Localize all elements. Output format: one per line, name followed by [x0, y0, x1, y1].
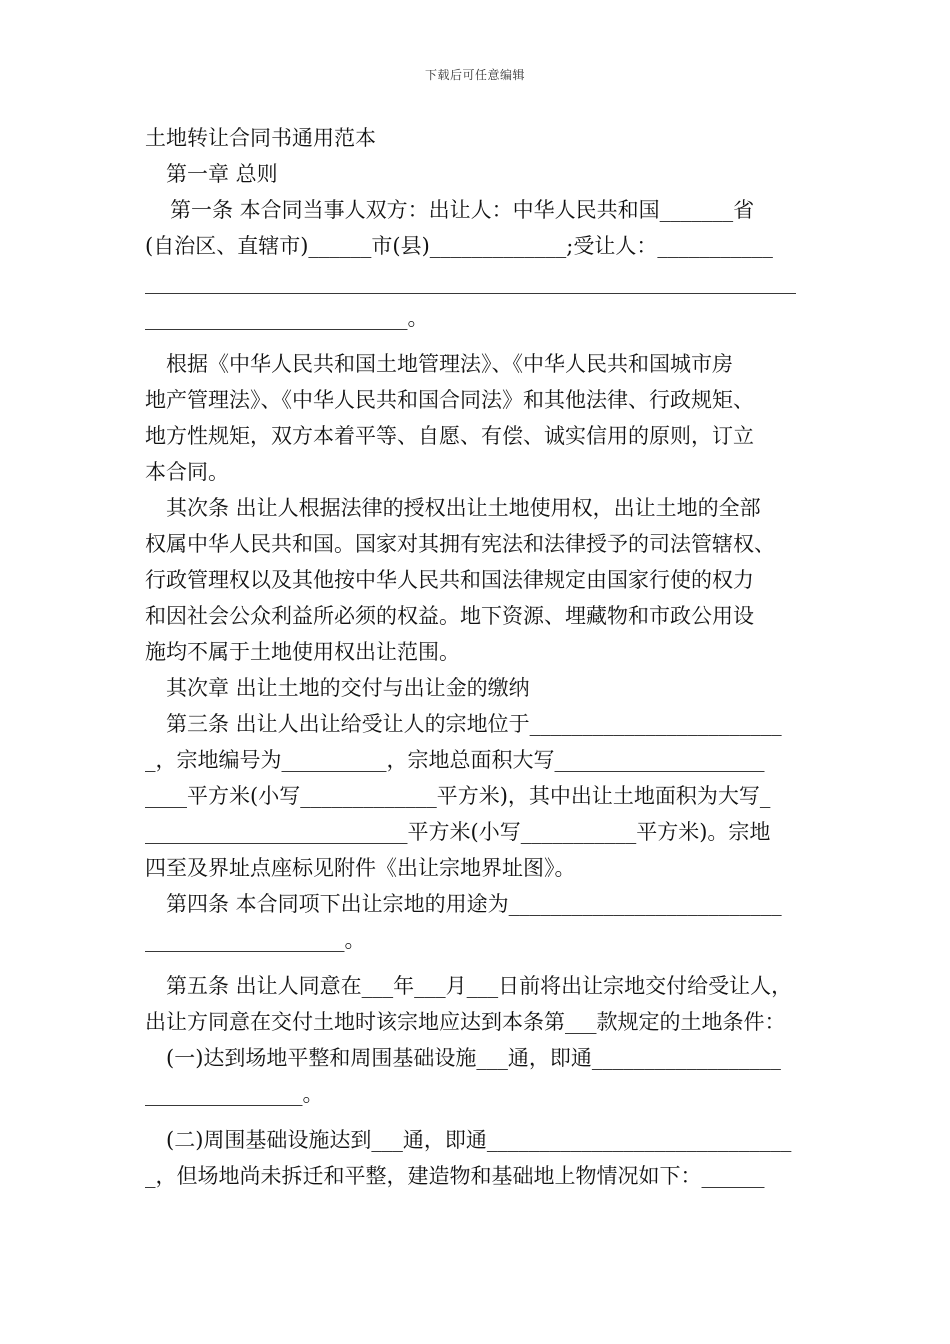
- paragraph-spacer: [145, 1112, 810, 1122]
- paragraph-line: 本合同。: [145, 460, 229, 484]
- article-line: 权属中华人民共和国。国家对其拥有宪法和法律授予的司法管辖权、: [145, 532, 775, 556]
- article-line: _________________________平方米(小写___________平方米)。宗地: [145, 820, 771, 844]
- article-line: _________________________。: [145, 306, 429, 330]
- article-line: 行政管理权以及其他按中华人民共和国法律规定由国家行使的权力: [145, 568, 754, 592]
- condition-line: _，但场地尚未拆迁和平整，建造物和基础地上物情况如下：______: [145, 1164, 765, 1188]
- condition-line: (二)周围基础设施达到___通，即通_____________________________: [166, 1128, 792, 1152]
- article-line: 第一条 本合同当事人双方：出让人：中华人民共和国_______省: [170, 198, 755, 222]
- article-line: 施均不属于土地使用权出让范围。: [145, 640, 460, 664]
- paragraph-line: 地产管理法》、《中华人民共和国合同法》和其他法律、行政规矩、: [145, 388, 754, 412]
- document-body: [145, 120, 810, 1194]
- article-line: 四至及界址点座标见附件《出让宗地界址图》。: [145, 856, 576, 880]
- chapter-heading: 第一章 总则: [166, 162, 278, 186]
- condition-line: _______________。: [145, 1082, 324, 1106]
- document-title: 土地转让合同书通用范本: [145, 126, 376, 150]
- article-line: (自治区、直辖市)______市(县)_____________;受让人：___________: [145, 234, 773, 258]
- article-line: 出让方同意在交付土地时该宗地应达到本条第___款规定的土地条件：: [145, 1010, 786, 1034]
- page-header: 下载后可任意编辑: [424, 68, 525, 82]
- paragraph-spacer: [145, 336, 810, 346]
- article-line: 第四条 本合同项下出让宗地的用途为__________________________: [166, 892, 782, 916]
- article-line: ___________________。: [145, 928, 366, 952]
- paragraph-line: 根据《中华人民共和国土地管理法》、《中华人民共和国城市房: [166, 352, 733, 376]
- article-line: 和因社会公众利益所必须的权益。地下资源、埋藏物和市政公用设: [145, 604, 754, 628]
- paragraph-line: 地方性规矩，双方本着平等、自愿、有偿、诚实信用的原则，订立: [145, 424, 754, 448]
- article-line: 其次条 出让人根据法律的授权出让土地使用权，出让土地的全部: [166, 496, 761, 520]
- article-line: ____平方米(小写_____________平方米)，其中出让土地面积为大写_: [145, 784, 771, 808]
- condition-line: (一)达到场地平整和周围基础设施___通，即通__________________: [166, 1046, 781, 1070]
- article-line: 第三条 出让人出让给受让人的宗地位于________________________: [166, 712, 782, 736]
- article-line: _，宗地编号为__________，宗地总面积大写____________________: [145, 748, 765, 772]
- article-line: 第五条 出让人同意在___年___月___日前将出让宗地交付给受让人，: [166, 974, 793, 998]
- chapter-heading: 其次章 出让土地的交付与出让金的缴纳: [166, 676, 530, 700]
- article-line: ______________________________________________________________: [145, 270, 796, 294]
- paragraph-spacer: [145, 958, 810, 968]
